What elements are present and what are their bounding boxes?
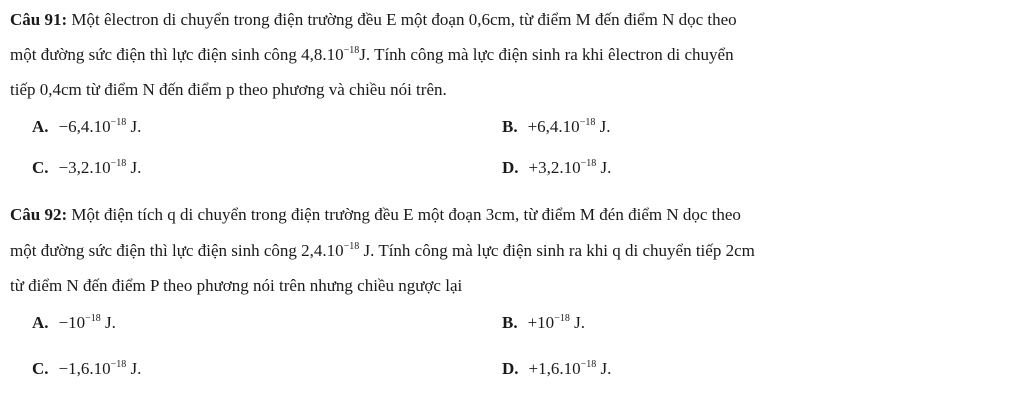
option-value: −10 [58,313,86,332]
q91-text-2a: một đường sức điện thì lực điện sinh công 4,8.10 [10,45,344,64]
option-unit: J. [596,158,612,177]
option-unit: J. [126,117,142,136]
option-value: −1,6.10 [58,359,111,378]
option-value: −6,4.10 [58,117,111,136]
q92-option-c[interactable] [32,359,141,379]
q91-text-1: Một êlectron di chuyển trong điện trường đều E một đoạn 0,6cm, từ điểm M đến điểm N dọc theo [67,10,737,29]
option-exponent: −18 [554,313,570,324]
q91-text-2b: J. Tính công mà lực điện sinh ra khi êlectron di chuyển [359,45,734,64]
option-value: +1,6.10 [528,359,581,378]
option-letter: A. [32,117,49,136]
option-letter: C. [32,158,49,177]
option-exponent: −18 [579,117,596,128]
q92-text-2b: J. Tính công mà lực điện sinh ra khi q di chuyển tiếp 2cm [359,241,755,260]
option-exponent: −18 [110,359,127,370]
q92-line-1 [10,205,741,225]
option-value: +3,2.10 [528,158,581,177]
q91-label: Câu 91: [10,10,68,29]
option-exponent: −18 [580,158,597,169]
option-letter: B. [502,313,518,332]
option-unit: J. [100,313,116,332]
option-value: −3,2.10 [58,158,111,177]
option-letter: A. [32,313,49,332]
option-unit: J. [595,117,611,136]
q92-option-a[interactable] [32,313,116,333]
q92-exponent: −18 [343,241,360,252]
q92-line-3 [10,276,462,296]
q92-text-3: từ điểm N đến điểm P theo phương nói trên nhưng chiều ngược lại [10,276,463,295]
q92-label: Câu 92: [10,205,68,224]
q91-line-2 [10,45,734,65]
q92-option-b[interactable] [502,313,585,333]
q91-option-b[interactable] [502,117,610,137]
option-letter: D. [502,158,519,177]
q91-option-d[interactable] [502,158,611,178]
q91-text-3: tiếp 0,4cm từ điểm N đến điểm p theo phương và chiều nói trên. [10,80,447,99]
q92-text-2a: một đường sức điện thì lực điện sinh công 2,4.10 [10,241,344,260]
option-unit: J. [596,359,612,378]
option-unit: J. [126,359,142,378]
option-exponent: −18 [580,359,597,370]
q92-option-d[interactable] [502,359,611,379]
option-letter: B. [502,117,518,136]
option-value: +6,4.10 [527,117,580,136]
q91-option-c[interactable] [32,158,141,178]
option-unit: J. [569,313,585,332]
option-letter: D. [502,359,519,378]
option-unit: J. [126,158,142,177]
option-letter: C. [32,359,49,378]
q92-line-2 [10,241,755,261]
q91-line-1 [10,10,737,30]
option-exponent: −18 [110,158,127,169]
q91-option-a[interactable] [32,117,141,137]
option-exponent: −18 [110,117,127,128]
option-value: +10 [527,313,555,332]
q92-text-1: Một điện tích q di chuyển trong điện trường đều E một đoạn 3cm, từ điểm M đén điểm N dọc theo [67,205,741,224]
q91-exponent: −18 [343,45,360,56]
q91-line-3 [10,80,447,100]
option-exponent: −18 [85,313,101,324]
